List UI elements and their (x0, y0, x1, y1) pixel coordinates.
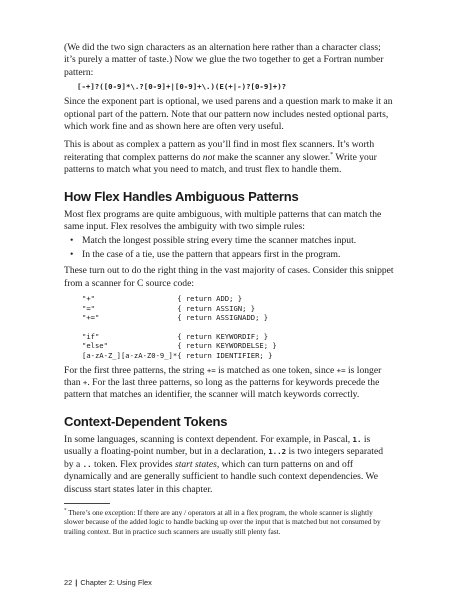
rules-list (64, 235, 394, 261)
code-snippet (82, 294, 277, 361)
page-footer (64, 578, 152, 587)
paragraph-context: In some languages, scanning is context dependent. For example, in Pascal, 1. is usually a floating-point number, but in a declaration, 1..2 is two integers separated by a .. token. Flex provides start states, which can turn patterns on and off dynamically and are generally sufficient to handle such context dependencies. We discuss start states later in this chapter. (64, 433, 384, 495)
paragraph-complexity-a: This is about as complex a pattern as you’ll find in most flex scanners. It’s worth reiterating that complex patterns do (64, 139, 375, 163)
list-item: • In the case of a tie, use the pattern that appears first in the program. (76, 249, 394, 261)
section-heading-ambiguous: How Flex Handles Ambiguous Patterns (64, 188, 299, 204)
inline-code: .. (82, 459, 92, 469)
code-pattern: "+=" (82, 313, 100, 323)
code-pattern: [a-zA-Z_][a-zA-Z0-9_]* (82, 351, 178, 361)
code-row (82, 304, 277, 314)
page-number: 22 (64, 578, 73, 587)
code-row (82, 332, 277, 342)
inline-code: + (82, 378, 88, 388)
code-pattern: "else" (82, 341, 108, 351)
code-action: { return IDENTIFIER; } (177, 351, 273, 361)
paragraph-snippet-intro: These turn out to do the right thing in the vast majority of cases. Consider this snippet from a scanner for C source code: (64, 265, 394, 289)
code-row (82, 341, 277, 351)
code-pattern: "if" (82, 331, 100, 341)
emphasis-not: not (202, 151, 216, 163)
code-action: { return ADD; } (177, 294, 243, 304)
code-row (82, 351, 277, 361)
inline-code: += (336, 365, 346, 375)
footnote-text: There’s one exception: If there are any / operators at all in a flex program, the whole scanner is slightly slower because of the added logic to handle backing up over the input that is matched but not consumed by trailing context. But in practice such scanners are usually still plenty fast. (64, 508, 381, 536)
code-row (82, 313, 277, 323)
code-action: { return ASSIGN; } (177, 303, 256, 313)
footnote-marker: * (330, 151, 334, 158)
footnote-rule (64, 503, 110, 504)
section-heading-context: Context-Dependent Tokens (64, 413, 228, 429)
list-item: • Match the longest possible string every time the scanner matches input. (76, 235, 394, 247)
footer-separator: | (75, 578, 78, 587)
footnote-marker: * (64, 508, 67, 514)
page-body (64, 42, 394, 496)
paragraph-intro (64, 42, 394, 79)
emphasis-start-states: start states (174, 458, 217, 470)
code-action (177, 323, 277, 332)
paragraph-explanation: For the first three patterns, the string += is matched as one token, since += is longer than +. For the last three patterns, so long as the patterns for keywords precede the pattern that matches an identifier, the scanner will match keywords correctly. (64, 364, 382, 401)
paragraph-ambiguity: Most flex programs are quite ambiguous, with multiple patterns that can match the same input. Flex resolves the ambiguity with two simple rules: (64, 208, 382, 233)
code-action: { return KEYWORDELSE; } (177, 341, 277, 351)
code-row-blank (82, 323, 277, 332)
fortran-pattern-code: [-+]?([0-9]*\.?[0-9]+|[0-9]+\.)(E(+|-)?[0-9]+)? (77, 82, 287, 92)
paragraph-complexity (64, 139, 394, 176)
paragraph-exponent: Since the exponent part is optional, we used parens and a question mark to make it an optional part of the pattern. Note that our pattern now includes nested optional parts, which work fine and as shown here are often very useful. (64, 96, 393, 133)
chapter-title: Chapter 2: Using Flex (80, 578, 152, 587)
code-action: { return KEYWORDIF; } (177, 331, 269, 341)
code-row (82, 294, 277, 304)
paragraph-complexity-b: make the scanner any slower. (215, 151, 331, 163)
footnote (64, 508, 394, 536)
inline-code: += (206, 365, 216, 375)
paragraph-complexity-c: Write your patterns to match what you need to match, and trust flex to handle them. (64, 151, 377, 176)
inline-code: 1. (352, 434, 362, 444)
code-action: { return ASSIGNADD; } (177, 313, 269, 323)
code-pattern (82, 323, 177, 332)
inline-code: 1..2 (268, 447, 287, 457)
code-pattern: "=" (82, 303, 95, 313)
paragraph-intro-text: (We did the two sign characters as an alternation here rather than a character class; it’s purely a matter of taste.) Now we glue the two together to get a Fortran number pattern: (64, 42, 384, 78)
code-pattern: "+" (82, 294, 95, 304)
